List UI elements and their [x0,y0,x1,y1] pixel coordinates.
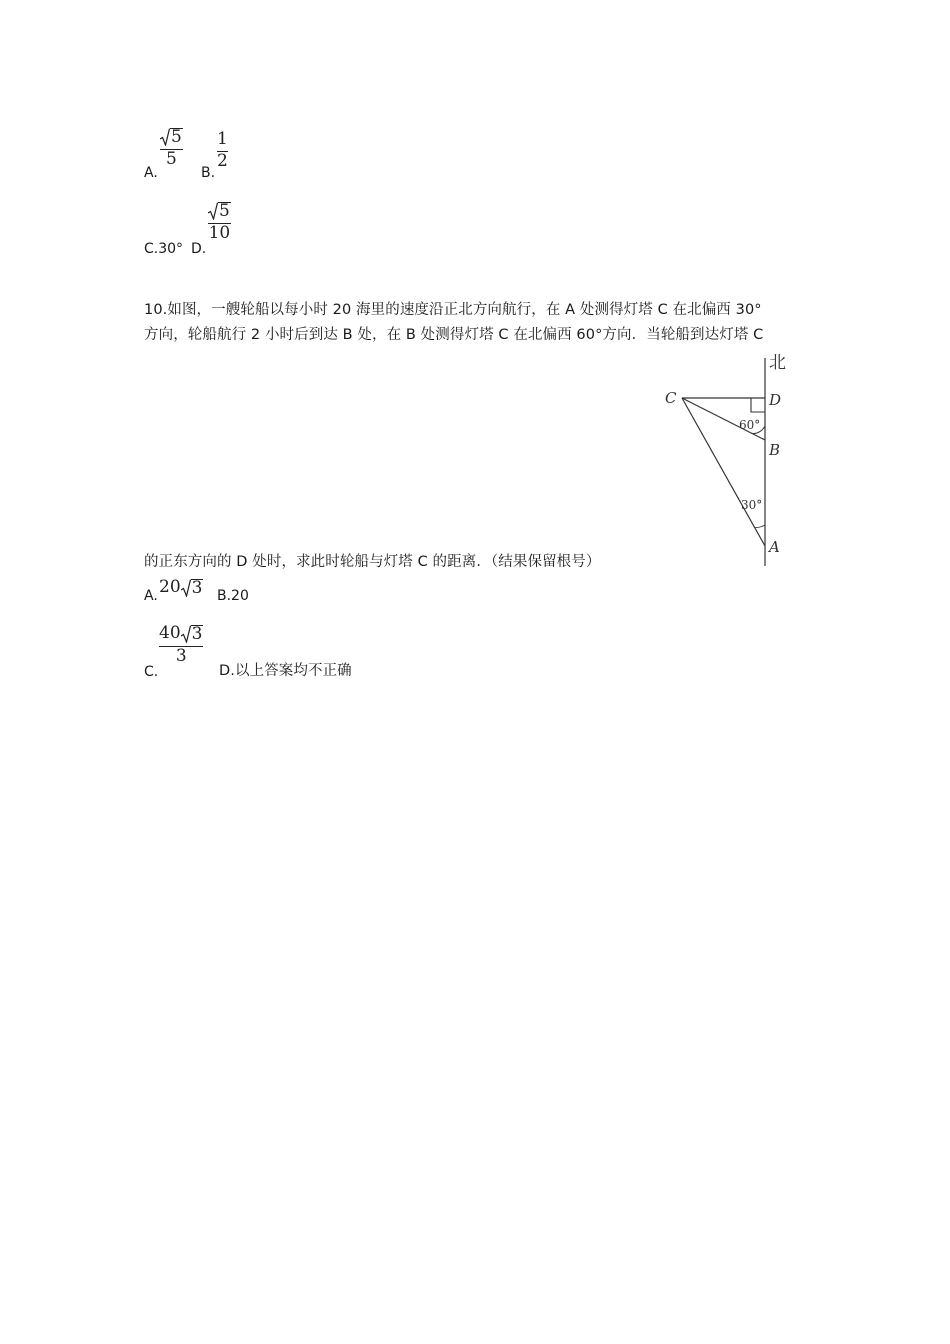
geometry-figure [655,348,795,570]
point-a-label: A [769,538,780,556]
option-d-denominator: 10 [208,223,231,243]
question-10-line-1: 10.如图，一艘轮船以每小时 20 海里的速度沿正北方向航行，在 A 处测得灯塔 C 在北偏西 30° [144,302,762,318]
q10-option-c-denominator: 3 [175,646,187,666]
option-b-fraction [217,130,228,171]
point-b-label: B [769,441,781,459]
option-a-fraction [160,128,183,169]
option-b-numerator: 1 [217,129,228,149]
question-10-line-3: 的正东方向的 D 处时，求此时轮船与灯塔 C 的距离．（结果保留根号） [144,554,601,570]
right-angle-mark [751,398,765,412]
angle-b-label: 60° [739,418,761,432]
point-c-label: C [665,389,677,407]
q10-option-c-fraction [159,624,203,666]
q10-option-a-label: A. [144,588,158,604]
sqrt-symbol [160,128,183,146]
q10-option-c-numerator [159,624,203,643]
option-a-label: A. [144,165,158,181]
option-a-denominator: 5 [166,149,177,169]
q10-option-c-label: C. [144,664,159,680]
q10-option-a-radicand: 3 [191,578,203,598]
option-c-label: C.30° [144,241,184,257]
option-d-label: D. [191,241,207,257]
q10-option-a-value [159,578,203,597]
sqrt-symbol [208,202,231,220]
q10-option-d-label: D.以上答案均不正确 [219,663,352,679]
sqrt-symbol [181,579,204,597]
question-10-line-2: 方向，轮船航行 2 小时后到达 B 处，在 B 处测得灯塔 C 在北偏西 60°方向．当轮船到达灯塔 C [144,327,764,343]
q10-option-b-label: B.20 [217,588,249,604]
option-b-denominator: 2 [217,151,228,171]
point-d-label: D [769,391,782,409]
option-b-label: B. [201,165,216,181]
angle-a-label: 30° [741,498,763,512]
option-d-fraction [208,202,231,243]
q10-option-c-radicand: 3 [191,624,203,644]
option-a-radicand: 5 [171,127,182,147]
north-label: 北 [769,353,786,373]
q10-option-a-coefficient: 20 [159,577,181,597]
option-d-radicand: 5 [219,201,230,221]
angle-arc-a [755,525,765,528]
sqrt-symbol [181,625,204,643]
q10-option-c-coefficient: 40 [159,623,181,643]
